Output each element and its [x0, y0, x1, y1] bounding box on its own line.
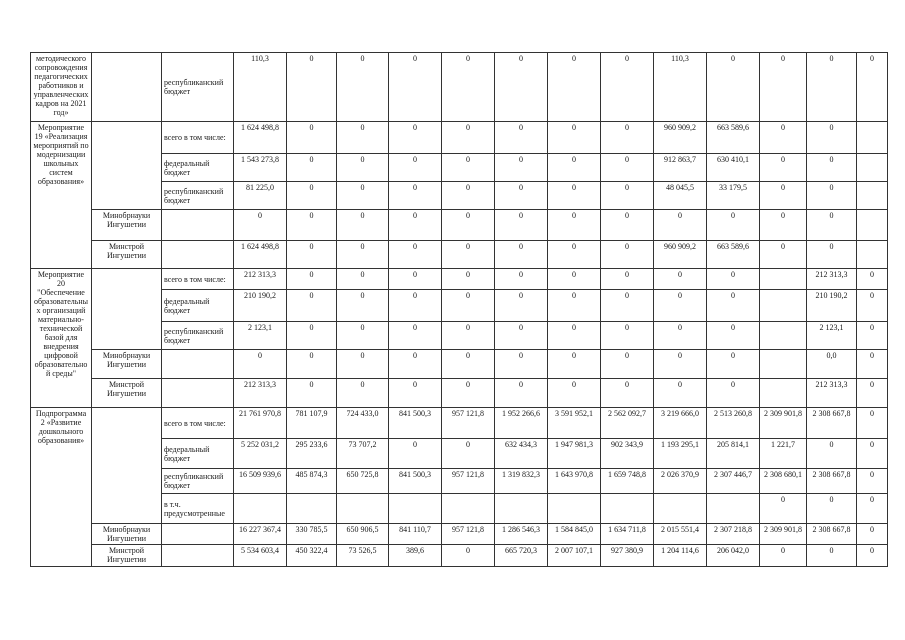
- value-cell: 0: [337, 322, 389, 350]
- executor-cell: Минобрнауки Ингушетии: [92, 210, 162, 241]
- value-cell: [857, 241, 888, 269]
- value-cell: 2 308 667,8: [807, 408, 857, 439]
- value-cell: 0: [495, 350, 548, 379]
- value-cell: 0: [857, 469, 888, 494]
- value-cell: 0: [807, 494, 857, 524]
- table-row: [31, 241, 888, 269]
- value-cell: 0: [857, 350, 888, 379]
- value-cell: 212 313,3: [234, 379, 287, 408]
- executor-cell: Минобрнауки Ингушетии: [92, 524, 162, 545]
- value-cell: [707, 494, 760, 524]
- value-cell: 1 947 981,3: [548, 439, 601, 469]
- value-cell: 212 313,3: [807, 269, 857, 290]
- budget-table: [30, 52, 888, 567]
- funding-source-cell: всего в том числе:: [162, 122, 234, 154]
- value-cell: 0: [707, 379, 760, 408]
- value-cell: 0: [601, 379, 654, 408]
- value-cell: 0: [495, 241, 548, 269]
- value-cell: 0: [234, 210, 287, 241]
- value-cell: 0: [442, 210, 495, 241]
- value-cell: 0: [442, 154, 495, 182]
- value-cell: 0: [234, 350, 287, 379]
- value-cell: 630 410,1: [707, 154, 760, 182]
- value-cell: 16 509 939,6: [234, 469, 287, 494]
- value-cell: 450 322,4: [287, 545, 337, 567]
- executor-cell: Минстрой Ингушетии: [92, 545, 162, 567]
- value-cell: 0,0: [807, 350, 857, 379]
- value-cell: 0: [601, 53, 654, 122]
- executor-cell: Минстрой Ингушетии: [92, 379, 162, 408]
- value-cell: 0: [548, 154, 601, 182]
- value-cell: 0: [654, 322, 707, 350]
- funding-source-cell: [162, 379, 234, 408]
- value-cell: 0: [495, 322, 548, 350]
- value-cell: 1 193 295,1: [654, 439, 707, 469]
- value-cell: [389, 494, 442, 524]
- value-cell: [337, 494, 389, 524]
- value-cell: 0: [389, 269, 442, 290]
- value-cell: 0: [654, 350, 707, 379]
- value-cell: 1 221,7: [760, 439, 807, 469]
- value-cell: 0: [442, 439, 495, 469]
- value-cell: 663 589,6: [707, 241, 760, 269]
- value-cell: 48 045,5: [654, 182, 707, 210]
- value-cell: 841 500,3: [389, 469, 442, 494]
- value-cell: 0: [548, 350, 601, 379]
- value-cell: 0: [707, 350, 760, 379]
- value-cell: 33 179,5: [707, 182, 760, 210]
- value-cell: [857, 182, 888, 210]
- value-cell: 0: [548, 269, 601, 290]
- value-cell: 0: [337, 53, 389, 122]
- executor-cell: Минстрой Ингушетии: [92, 241, 162, 269]
- value-cell: 0: [548, 241, 601, 269]
- value-cell: 1 319 832,3: [495, 469, 548, 494]
- value-cell: 0: [287, 350, 337, 379]
- value-cell: 0: [389, 154, 442, 182]
- value-cell: 0: [601, 210, 654, 241]
- value-cell: 2 123,1: [234, 322, 287, 350]
- value-cell: 0: [337, 350, 389, 379]
- table-row: [31, 210, 888, 241]
- value-cell: 0: [287, 379, 337, 408]
- value-cell: 0: [601, 182, 654, 210]
- value-cell: 0: [857, 524, 888, 545]
- value-cell: 0: [287, 53, 337, 122]
- value-cell: 0: [287, 269, 337, 290]
- value-cell: 110,3: [234, 53, 287, 122]
- value-cell: [857, 122, 888, 154]
- value-cell: 0: [548, 182, 601, 210]
- value-cell: 81 225,0: [234, 182, 287, 210]
- value-cell: 665 720,3: [495, 545, 548, 567]
- value-cell: 206 042,0: [707, 545, 760, 567]
- value-cell: 957 121,8: [442, 408, 495, 439]
- value-cell: 2 026 370,9: [654, 469, 707, 494]
- value-cell: 0: [442, 322, 495, 350]
- value-cell: 0: [857, 545, 888, 567]
- value-cell: 0: [442, 545, 495, 567]
- value-cell: 73 707,2: [337, 439, 389, 469]
- value-cell: 73 526,5: [337, 545, 389, 567]
- value-cell: 0: [442, 290, 495, 322]
- value-cell: 0: [337, 269, 389, 290]
- value-cell: 21 761 970,8: [234, 408, 287, 439]
- value-cell: 0: [707, 322, 760, 350]
- value-cell: 2 308 680,1: [760, 469, 807, 494]
- executor-cell: Минобрнауки Ингушетии: [92, 350, 162, 379]
- value-cell: 0: [807, 241, 857, 269]
- value-cell: 0: [760, 182, 807, 210]
- table-row: [31, 524, 888, 545]
- value-cell: 0: [857, 290, 888, 322]
- value-cell: [287, 494, 337, 524]
- value-cell: 0: [548, 210, 601, 241]
- value-cell: 0: [287, 154, 337, 182]
- value-cell: 0: [857, 408, 888, 439]
- value-cell: 1 659 748,8: [601, 469, 654, 494]
- value-cell: 0: [389, 290, 442, 322]
- value-cell: 2 015 551,4: [654, 524, 707, 545]
- funding-source-cell: [162, 350, 234, 379]
- value-cell: 841 500,3: [389, 408, 442, 439]
- executor-cell: [92, 269, 162, 350]
- table-row: [31, 350, 888, 379]
- funding-source-cell: федеральный бюджет: [162, 439, 234, 469]
- value-cell: 1 952 266,6: [495, 408, 548, 439]
- value-cell: [234, 494, 287, 524]
- value-cell: 0: [287, 322, 337, 350]
- value-cell: 389,6: [389, 545, 442, 567]
- funding-source-cell: федеральный бюджет: [162, 290, 234, 322]
- value-cell: 2 307 446,7: [707, 469, 760, 494]
- value-cell: 902 343,9: [601, 439, 654, 469]
- value-cell: 2 123,1: [807, 322, 857, 350]
- value-cell: 957 121,8: [442, 524, 495, 545]
- value-cell: 0: [707, 269, 760, 290]
- value-cell: 0: [389, 182, 442, 210]
- value-cell: 0: [654, 379, 707, 408]
- value-cell: [760, 269, 807, 290]
- value-cell: 0: [495, 290, 548, 322]
- value-cell: 960 909,2: [654, 122, 707, 154]
- value-cell: 0: [495, 53, 548, 122]
- value-cell: 0: [807, 154, 857, 182]
- table-row: [31, 545, 888, 567]
- value-cell: 0: [389, 241, 442, 269]
- value-cell: 330 785,5: [287, 524, 337, 545]
- funding-source-cell: [162, 241, 234, 269]
- value-cell: 0: [337, 154, 389, 182]
- value-cell: [760, 379, 807, 408]
- table-row: [31, 122, 888, 154]
- value-cell: 0: [389, 350, 442, 379]
- value-cell: 0: [442, 122, 495, 154]
- funding-source-cell: [162, 210, 234, 241]
- value-cell: 912 863,7: [654, 154, 707, 182]
- funding-source-cell: всего в том числе:: [162, 269, 234, 290]
- value-cell: 927 380,9: [601, 545, 654, 567]
- measure-name-cell: методического сопровождения педагогических работников и управленческих кадров на 2021 год»: [31, 53, 92, 122]
- value-cell: 0: [287, 122, 337, 154]
- value-cell: 0: [442, 241, 495, 269]
- value-cell: 0: [287, 241, 337, 269]
- value-cell: [601, 494, 654, 524]
- value-cell: 0: [389, 439, 442, 469]
- value-cell: 0: [287, 182, 337, 210]
- value-cell: 0: [548, 322, 601, 350]
- value-cell: 0: [857, 379, 888, 408]
- value-cell: 0: [601, 322, 654, 350]
- value-cell: 0: [337, 182, 389, 210]
- value-cell: 0: [807, 122, 857, 154]
- value-cell: 2 307 218,8: [707, 524, 760, 545]
- value-cell: 0: [601, 269, 654, 290]
- value-cell: 1 634 711,8: [601, 524, 654, 545]
- value-cell: 0: [337, 379, 389, 408]
- value-cell: 0: [601, 122, 654, 154]
- table-row: [31, 53, 888, 122]
- value-cell: 5 252 031,2: [234, 439, 287, 469]
- value-cell: 0: [442, 350, 495, 379]
- measure-name-cell: Подпрограмма 2 «Развитие дошкольного образования»: [31, 408, 92, 567]
- value-cell: 724 433,0: [337, 408, 389, 439]
- value-cell: 0: [337, 241, 389, 269]
- value-cell: 205 814,1: [707, 439, 760, 469]
- value-cell: 2 309 901,8: [760, 524, 807, 545]
- funding-source-cell: всего в том числе:: [162, 408, 234, 439]
- value-cell: 210 190,2: [234, 290, 287, 322]
- value-cell: 210 190,2: [807, 290, 857, 322]
- value-cell: 0: [807, 182, 857, 210]
- value-cell: 0: [760, 494, 807, 524]
- value-cell: 0: [707, 53, 760, 122]
- value-cell: 0: [389, 53, 442, 122]
- value-cell: 957 121,8: [442, 469, 495, 494]
- value-cell: 0: [601, 154, 654, 182]
- value-cell: 2 562 092,7: [601, 408, 654, 439]
- table-row: [31, 379, 888, 408]
- value-cell: 0: [389, 210, 442, 241]
- value-cell: 5 534 603,4: [234, 545, 287, 567]
- value-cell: 0: [442, 53, 495, 122]
- value-cell: 2 308 667,8: [807, 469, 857, 494]
- value-cell: 0: [495, 154, 548, 182]
- measure-name-cell: Мероприятие 20 "Обеспечение образовательных организаций материально-технической базой для внедрения цифровой образовательной среды": [31, 269, 92, 408]
- funding-source-cell: федеральный бюджет: [162, 154, 234, 182]
- value-cell: 2 308 667,8: [807, 524, 857, 545]
- funding-source-cell: в т.ч. предусмотренные: [162, 494, 234, 524]
- value-cell: 0: [654, 269, 707, 290]
- value-cell: 0: [760, 545, 807, 567]
- value-cell: 960 909,2: [654, 241, 707, 269]
- funding-source-cell: республиканский бюджет: [162, 322, 234, 350]
- value-cell: 632 434,3: [495, 439, 548, 469]
- value-cell: 0: [707, 210, 760, 241]
- measure-name-cell: Мероприятие 19 «Реализация мероприятий по модернизации школьных систем образования»: [31, 122, 92, 269]
- value-cell: 841 110,7: [389, 524, 442, 545]
- value-cell: 0: [654, 290, 707, 322]
- value-cell: 1 204 114,6: [654, 545, 707, 567]
- value-cell: 0: [857, 322, 888, 350]
- value-cell: 295 233,6: [287, 439, 337, 469]
- value-cell: 0: [807, 545, 857, 567]
- value-cell: 1 543 273,8: [234, 154, 287, 182]
- value-cell: 0: [337, 122, 389, 154]
- value-cell: [760, 350, 807, 379]
- value-cell: 3 219 666,0: [654, 408, 707, 439]
- value-cell: 0: [442, 182, 495, 210]
- value-cell: 0: [760, 122, 807, 154]
- value-cell: 2 309 901,8: [760, 408, 807, 439]
- value-cell: 212 313,3: [807, 379, 857, 408]
- value-cell: 3 591 952,1: [548, 408, 601, 439]
- value-cell: 0: [442, 269, 495, 290]
- value-cell: 2 007 107,1: [548, 545, 601, 567]
- value-cell: 0: [601, 290, 654, 322]
- value-cell: 0: [337, 290, 389, 322]
- value-cell: 0: [707, 290, 760, 322]
- value-cell: [760, 322, 807, 350]
- value-cell: 0: [548, 122, 601, 154]
- value-cell: [857, 154, 888, 182]
- value-cell: 0: [495, 122, 548, 154]
- value-cell: 0: [807, 439, 857, 469]
- funding-source-cell: [162, 524, 234, 545]
- value-cell: 781 107,9: [287, 408, 337, 439]
- funding-source-cell: республиканский бюджет: [162, 53, 234, 122]
- value-cell: 0: [760, 154, 807, 182]
- value-cell: 16 227 367,4: [234, 524, 287, 545]
- value-cell: 650 725,8: [337, 469, 389, 494]
- value-cell: 0: [857, 269, 888, 290]
- value-cell: 0: [760, 53, 807, 122]
- value-cell: 0: [495, 182, 548, 210]
- value-cell: 2 513 260,8: [707, 408, 760, 439]
- value-cell: [495, 494, 548, 524]
- value-cell: [442, 494, 495, 524]
- value-cell: [548, 494, 601, 524]
- value-cell: 1 643 970,8: [548, 469, 601, 494]
- value-cell: 0: [857, 53, 888, 122]
- value-cell: 0: [548, 379, 601, 408]
- value-cell: 0: [857, 439, 888, 469]
- value-cell: 0: [548, 53, 601, 122]
- value-cell: 212 313,3: [234, 269, 287, 290]
- table-row: [31, 269, 888, 290]
- funding-source-cell: [162, 545, 234, 567]
- value-cell: [857, 210, 888, 241]
- value-cell: 0: [760, 210, 807, 241]
- executor-cell: [92, 408, 162, 524]
- value-cell: 0: [389, 322, 442, 350]
- value-cell: 663 589,6: [707, 122, 760, 154]
- value-cell: 0: [287, 210, 337, 241]
- value-cell: 110,3: [654, 53, 707, 122]
- value-cell: 0: [654, 210, 707, 241]
- value-cell: 0: [389, 122, 442, 154]
- value-cell: 0: [601, 241, 654, 269]
- value-cell: 0: [495, 379, 548, 408]
- value-cell: 485 874,3: [287, 469, 337, 494]
- value-cell: 0: [760, 241, 807, 269]
- value-cell: 0: [442, 379, 495, 408]
- table-row: [31, 408, 888, 439]
- value-cell: 1 286 546,3: [495, 524, 548, 545]
- value-cell: 1 624 498,8: [234, 122, 287, 154]
- value-cell: 0: [337, 210, 389, 241]
- executor-cell: [92, 53, 162, 122]
- value-cell: 0: [857, 494, 888, 524]
- value-cell: 0: [495, 210, 548, 241]
- value-cell: 0: [389, 379, 442, 408]
- value-cell: 0: [601, 350, 654, 379]
- value-cell: 0: [287, 290, 337, 322]
- value-cell: 0: [807, 53, 857, 122]
- value-cell: 1 624 498,8: [234, 241, 287, 269]
- value-cell: 1 584 845,0: [548, 524, 601, 545]
- value-cell: 0: [548, 290, 601, 322]
- funding-source-cell: республиканский бюджет: [162, 469, 234, 494]
- value-cell: 0: [495, 269, 548, 290]
- value-cell: [760, 290, 807, 322]
- funding-source-cell: республиканский бюджет: [162, 182, 234, 210]
- value-cell: [654, 494, 707, 524]
- executor-cell: [92, 122, 162, 210]
- value-cell: 0: [807, 210, 857, 241]
- value-cell: 650 906,5: [337, 524, 389, 545]
